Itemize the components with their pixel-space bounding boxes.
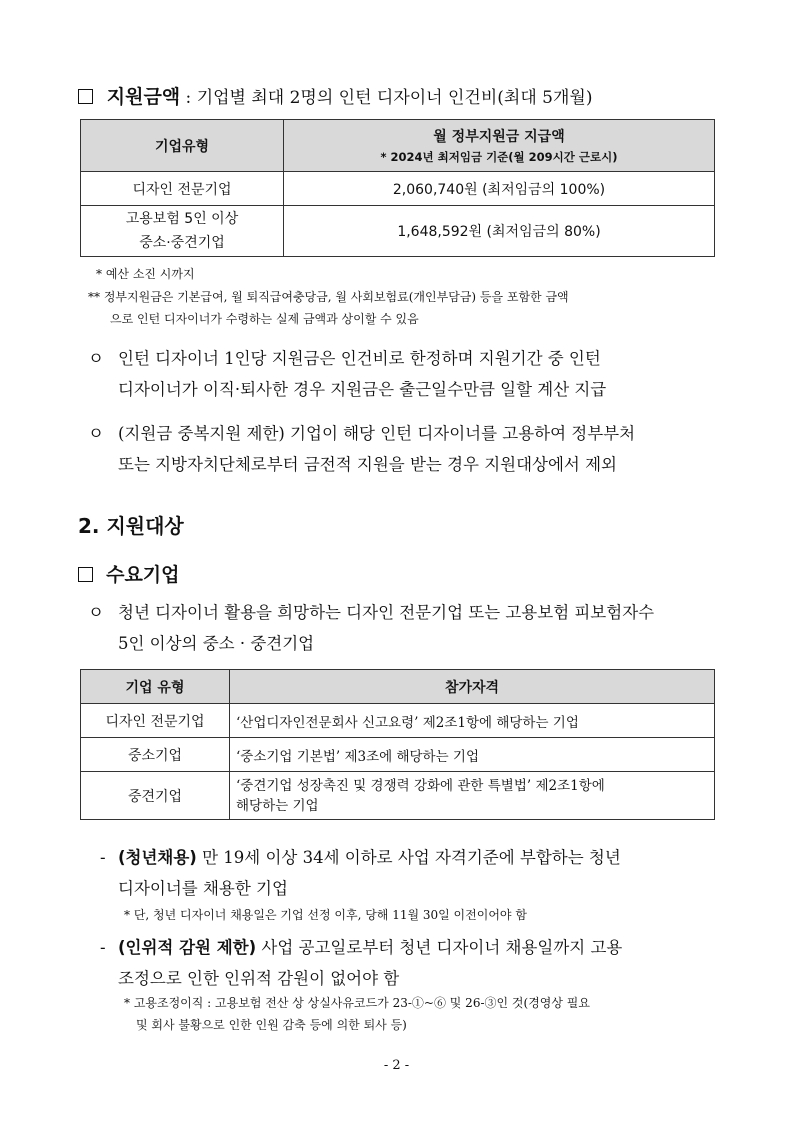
table1-header-amount <box>284 120 715 172</box>
bullet-mark: ㅇ <box>88 424 104 443</box>
note-line: 으로 인턴 디자이너가 수령하는 실제 금액과 상이할 수 있음 <box>110 312 419 326</box>
table1-cell-type-line1: 고용보험 5인 이상 <box>125 211 239 227</box>
bullet-item <box>88 597 738 659</box>
table1-cell-amount: 1,648,592원 (최저임금의 80%) <box>284 206 715 257</box>
dash-item-youth-hiring <box>100 842 740 904</box>
table-row <box>81 738 715 772</box>
bullet-item <box>88 418 738 480</box>
bullet-item <box>88 343 738 405</box>
note-line: * 고용조정이직 : 고용보험 전산 상 상실사유코드가 23-①~⑥ 및 26-③인 것(경영상 필요 <box>124 996 590 1010</box>
table2-header-qual: 참가자격 <box>230 670 715 704</box>
bullet-text: 또는 지방자치단체로부터 금전적 지원을 받는 경우 지원대상에서 제외 <box>118 455 617 474</box>
dash-item-layoff-limit <box>100 932 740 994</box>
bullet-text: 디자이너가 이직·퇴사한 경우 지원금은 출근일수만큼 일할 계산 지급 <box>118 380 607 399</box>
section-desc: : 기업별 최대 2명의 인턴 디자이너 인건비(최대 5개월) <box>180 88 593 108</box>
note-line: 및 회사 불황으로 인한 인원 감축 등에 의한 퇴사 등) <box>136 1018 407 1032</box>
table2-cell-type: 디자인 전문기업 <box>81 704 230 738</box>
table1-header-amount-line2: * 2024년 최저임금 기준(월 209시간 근로시) <box>380 150 618 164</box>
table1-header-type: 기업유형 <box>81 120 284 172</box>
table-row <box>81 772 715 820</box>
table1-header-amount-line1: 월 정부지원금 지급액 <box>433 129 565 145</box>
table2-cell-qual-line1: ‘중견기업 성장촉진 및 경쟁력 강화에 관한 특별법’ 제2조1항에 <box>236 777 605 794</box>
checkbox-square-icon <box>78 89 93 104</box>
bullet-mark: ㅇ <box>88 349 104 368</box>
table2-cell-qual-line2: 해당하는 기업 <box>236 797 319 814</box>
section-title: 수요기업 <box>106 564 180 586</box>
table2-cell-qual: ‘중소기업 기본법’ 제3조에 해당하는 기업 <box>230 738 715 772</box>
section-title: 지원금액 <box>106 86 181 108</box>
note-hiring-date: * 단, 청년 디자이너 채용일은 기업 선정 이후, 당해 11월 30일 이전이어야 함 <box>124 908 527 922</box>
dash-mark: - <box>100 848 106 867</box>
table-row <box>81 704 715 738</box>
bullet-text: (지원금 중복지원 제한) 기업이 해당 인턴 디자이너를 고용하여 정부부처 <box>118 424 636 443</box>
note-mark: ** <box>88 290 100 304</box>
page-number: - 2 - <box>383 1058 410 1073</box>
support-amount-table <box>80 119 715 257</box>
checkbox-square-icon <box>78 567 93 582</box>
bullet-mark: ㅇ <box>88 603 104 622</box>
table1-cell-amount: 2,060,740원 (최저임금의 100%) <box>284 172 715 206</box>
note-subsidy <box>88 286 728 330</box>
bullet-text: 5인 이상의 중소 · 중견기업 <box>118 634 315 653</box>
dash-text: 만 19세 이상 34세 이하로 사업 자격기준에 부합하는 청년 <box>196 848 621 867</box>
table2-cell-qual <box>230 772 715 820</box>
table2-header-type: 기업 유형 <box>81 670 230 704</box>
table2-cell-qual: ‘산업디자인전문회사 신고요령’ 제2조1항에 해당하는 기업 <box>230 704 715 738</box>
table1-cell-type: 디자인 전문기업 <box>81 172 284 206</box>
heading-support-target: 2. 지원대상 <box>78 514 184 538</box>
dash-bold-label: (청년채용) <box>118 848 197 867</box>
table-row <box>81 206 715 257</box>
eligibility-table <box>80 669 715 820</box>
dash-bold-label: (인위적 감원 제한) <box>118 938 257 957</box>
table2-cell-type: 중견기업 <box>81 772 230 820</box>
section-demand-company <box>78 560 180 587</box>
note-budget: * 예산 소진 시까지 <box>96 267 195 281</box>
dash-text: 사업 공고일로부터 청년 디자이너 채용일까지 고용 <box>256 938 623 957</box>
table2-cell-type: 중소기업 <box>81 738 230 772</box>
note-line: 정부지원금은 기본급여, 월 퇴직급여충당금, 월 사회보험료(개인부담금) 등을 포함한 금액 <box>103 290 569 304</box>
dash-text: 디자이너를 채용한 기업 <box>118 879 288 898</box>
dash-text: 조정으로 인한 인위적 감원이 없어야 함 <box>118 969 400 988</box>
bullet-text: 청년 디자이너 활용을 희망하는 디자인 전문기업 또는 고용보험 피보험자수 <box>118 603 655 622</box>
section-support-amount <box>78 82 592 109</box>
table-row <box>81 172 715 206</box>
note-employment-adjustment <box>124 992 734 1036</box>
bullet-text: 인턴 디자이너 1인당 지원금은 인건비로 한정하며 지원기간 중 인턴 <box>118 349 601 368</box>
table1-cell-type-line2: 중소·중견기업 <box>139 235 225 251</box>
dash-mark: - <box>100 938 106 957</box>
table1-cell-type <box>81 206 284 257</box>
